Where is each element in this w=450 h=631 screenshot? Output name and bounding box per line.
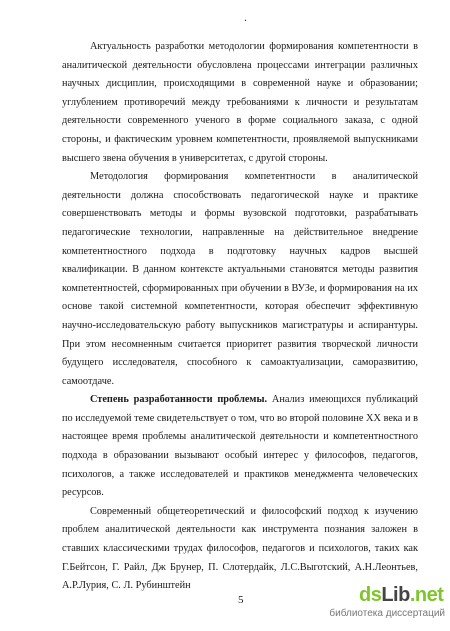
top-mark: . bbox=[244, 10, 247, 24]
paragraph-3-text: Анализ имеющихся публикаций по исследуемой теме свидетельствует о том, что во второй половине XX века и в настоящее время проблемы аналитической деятельности и компетентностного подхода в образовании вызывают особый интерес у философов, педагогов, психологов, а также исследователей и практиков менеджмента человеческих ресурсов. bbox=[62, 394, 418, 499]
paragraph-1 bbox=[62, 38, 418, 168]
paragraph-2 bbox=[62, 168, 418, 391]
watermark-subtitle: библиотека диссертаций bbox=[329, 608, 445, 619]
paragraph-2-text: Методология формирования компетентности в аналитической деятельности должна способствовать педагогической науке и практике совершенствовать методы и формы вузовской подготовки, разрабатывать педагогические технологии, направленные на действительное внедрение компетентностного подхода в подготовку научных кадров высшей квалификации. В данном контексте актуальными становятся методы развития компетентностей, сформированных при обучении в ВУЗе, и формирования на их основе такой системной компетентности, которая обеспечит эффективную научно-исследовательскую работу выпускников магистратуры и аспирантуры. При этом несомненным считается приоритет развития творческой личности будущего исследователя, способного к самоактуализации, саморазвитию, самоотдаче. bbox=[62, 171, 418, 387]
logo-part-ds: ds bbox=[359, 584, 382, 606]
paragraph-1-text: Актуальность разработки методологии формирования компетентности в аналитической деятельности обусловлена процессами интеграции различных научных дисциплин, происходящими в современной науке и образовании; углублением противоречий между требованиями к личности и результатам деятельности современного ученого в форме социального заказа, с одной стороны, и фактическим уровнем компетентности, проявляемой выпускниками высшего звена обучения в университетах, с другой стороны. bbox=[62, 41, 418, 164]
paragraph-3 bbox=[62, 391, 418, 503]
logo-part-net: .net bbox=[409, 584, 444, 606]
paragraph-3-bold: Степень разработанности проблемы. bbox=[90, 394, 268, 406]
page-number: 5 bbox=[238, 594, 244, 606]
paragraph-4 bbox=[62, 503, 418, 596]
logo-part-lib: Lib bbox=[381, 584, 410, 606]
watermark-logo bbox=[359, 584, 443, 606]
paragraph-4-text: Современный общетеоретический и философский подход к изучению проблем аналитической деятельности как инструмента познания заложен в ставших классическими трудах философов, педагогов и психологов, таких как Г.Бейтсон, Г. Райл, Дж Брунер, П. Слотердайк, Л.С.Выготский, А.Н.Леонтьев, А.Р.Лурия, С. Л. Рубинштейн bbox=[62, 505, 418, 592]
watermark[interactable] bbox=[325, 584, 445, 624]
body-text bbox=[62, 38, 418, 596]
